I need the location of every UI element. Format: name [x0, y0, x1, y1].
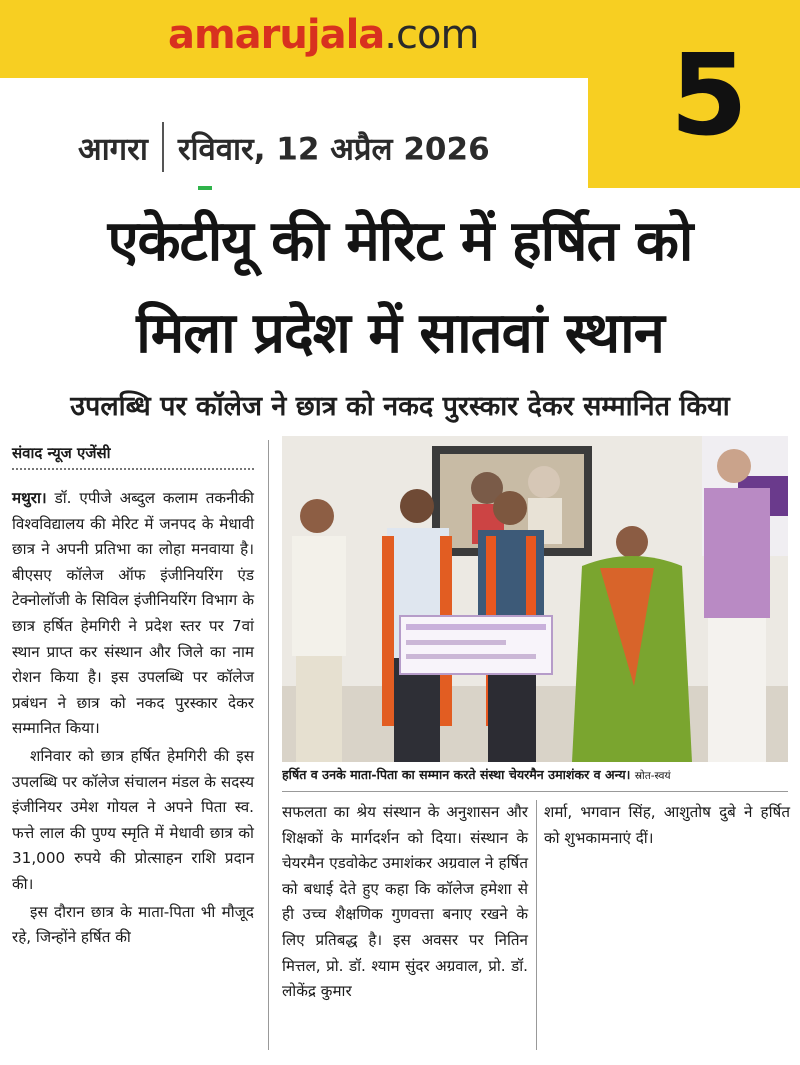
- dateline-divider: [162, 122, 164, 172]
- article-column-1: [12, 486, 254, 951]
- column-divider-2: [536, 800, 537, 1050]
- paragraph-3: इस दौरान छात्र के माता-पिता भी मौजूद रहे, जिन्होंने हर्षित की: [12, 902, 254, 947]
- article-column-2: सफलता का श्रेय संस्थान के अनुशासन और शिक्षकों के मार्गदर्शन को दिया। संस्थान के चेयरमैन एडवोकेट उमाशंकर अग्रवाल ने हर्षित को बधाई देते हुए कहा कि कॉलेज हमेशा से ही उच्च शैक्षणिक गुणवत्ता बनाए रखने के लिए प्रतिबद्ध है। इस अवसर पर नितिन मित्तल, प्रो. डॉ. श्याम सुंदर अग्रवाल, प्रो. डॉ. लोकेंद्र कुमार: [282, 803, 528, 1001]
- photo-source: स्रोत-स्वयं: [634, 770, 671, 782]
- paragraph-2: शनिवार को छात्र हर्षित हेमगिरी की इस उपलब्धि पर कॉलेज संचालन मंडल के सदस्य इंजीनियर उमेश गोयल ने अपने पिता स्व. फत्ते लाल की पुण्य स्मृति में मेधावी छात्र को 31,000 रुपये की प्रोत्साहन राशि प्रदान की।: [12, 746, 254, 893]
- edition-city: आगरा: [78, 131, 148, 168]
- photo-caption-text: हर्षित व उनके माता-पिता का सम्मान करते संस्था चेयरमैन उमाशंकर व अन्य।: [282, 767, 631, 782]
- headline: [14, 196, 786, 380]
- headline-line-1: एकेटीयू की मेरिट में हर्षित को: [107, 209, 693, 274]
- accent-dash: [198, 186, 212, 190]
- caption-divider: [282, 791, 788, 792]
- paragraph-1: [12, 486, 254, 742]
- dateline-place: मथुरा।: [12, 489, 47, 507]
- article-column-3: शर्मा, भगवान सिंह, आशुतोष दुबे ने हर्षित को शुभकामनाएं दीं।: [544, 803, 790, 847]
- edition-date: रविवार, 12 अप्रैल 2026: [177, 131, 490, 168]
- byline-divider: [12, 468, 254, 470]
- paragraph-1-text: डॉ. एपीजे अब्दुल कलाम तकनीकी विश्वविद्यालय की मेरिट में जनपद के मेधावी छात्र ने अपनी प्रतिभा का लोहा मनवाया है। बीएसए कॉलेज ऑफ इंजीनियरिंग एंड टेक्नोलॉजी के सिविल इंजीनियरिंग विभाग के छात्र हर्षित हेमगिरी ने प्रदेश स्तर पर 7वां स्थान प्राप्त कर संस्थान और जिले का नाम रोशन किया है। इस उपलब्धि पर कॉलेज प्रबंधन ने छात्र को नकद पुरस्कार देकर सम्मानित किया।: [12, 489, 254, 738]
- photo-caption: [282, 766, 788, 783]
- headline-line-2: मिला प्रदेश में सातवां स्थान: [136, 301, 664, 366]
- byline: संवाद न्यूज एजेंसी: [12, 444, 111, 462]
- site-logo[interactable]: amarujala.com: [168, 12, 479, 58]
- ceremony-photo-illustration: [282, 436, 788, 762]
- edition-dateline: [78, 126, 490, 176]
- column-divider: [268, 440, 269, 1050]
- page-number: 5: [670, 31, 748, 161]
- subheadline: उपलब्धि पर कॉलेज ने छात्र को नकद पुरस्कार देकर सम्मानित किया: [70, 391, 730, 422]
- article-photo: [282, 436, 788, 762]
